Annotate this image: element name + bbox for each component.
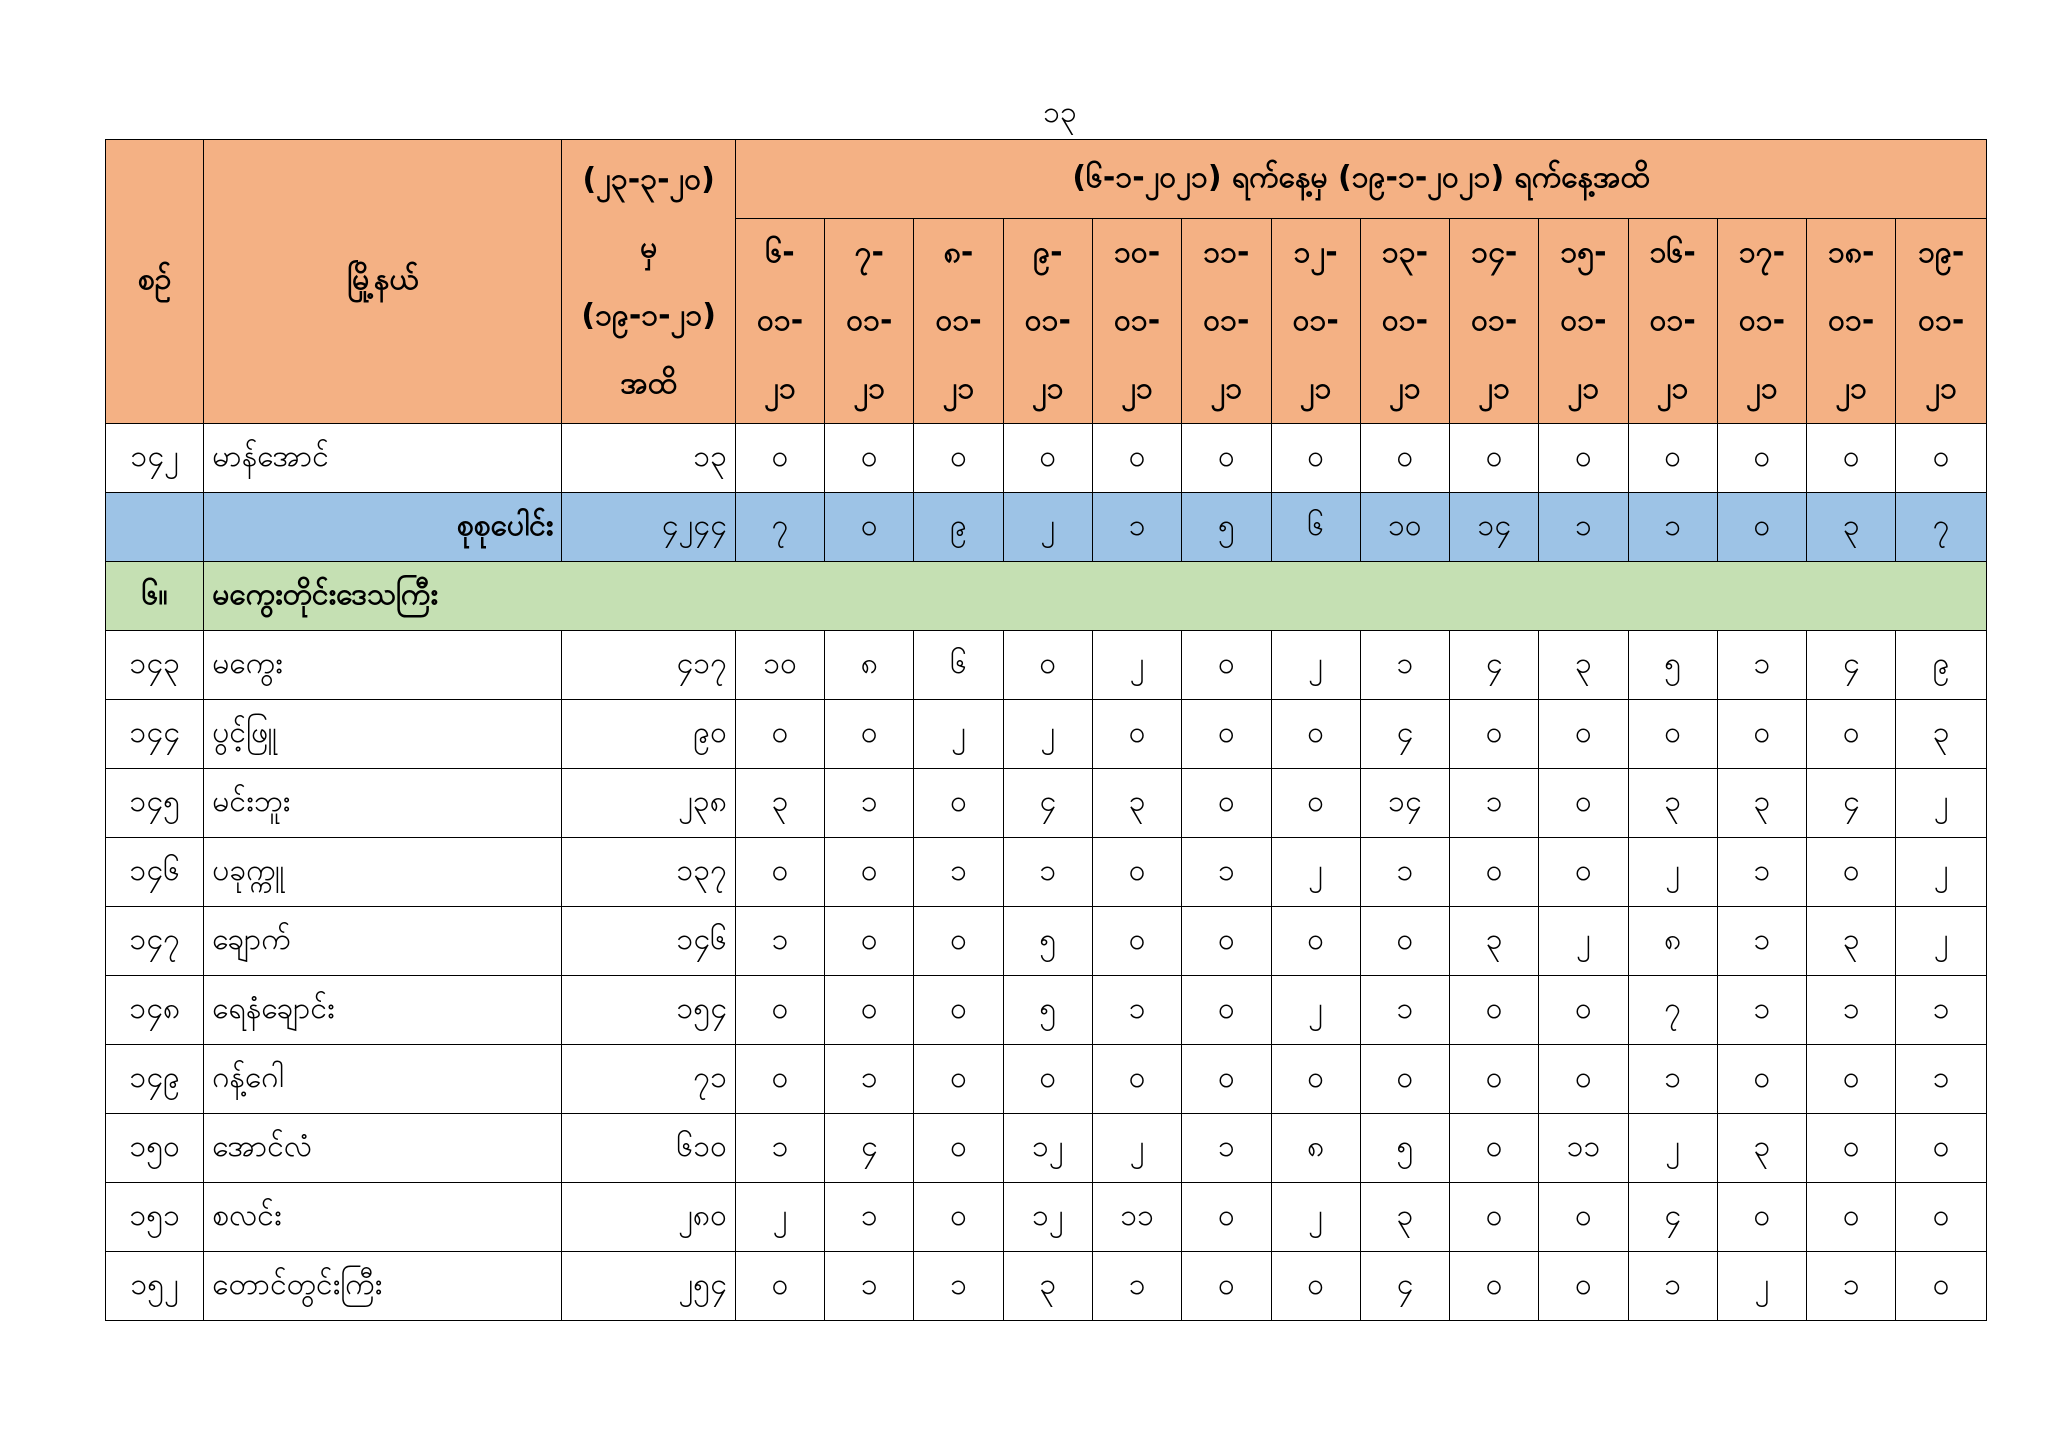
row-daily-count: ၅	[1003, 907, 1092, 976]
row-cumulative-total: ၂၈၀	[562, 1183, 736, 1252]
header-serial: စဉ်	[106, 140, 204, 424]
row-cumulative-total: ၁၃	[562, 424, 736, 493]
row-daily-count: ၂	[1896, 907, 1987, 976]
row-daily-count: ၀	[1539, 1183, 1628, 1252]
header-date-line: ၀၁-	[1203, 303, 1250, 338]
header-cumulative-line: အထိ	[620, 365, 677, 401]
row-cumulative-total: ၄၁၇	[562, 631, 736, 700]
row-daily-count: ၄	[1628, 1183, 1717, 1252]
row-daily-count: ၁	[1450, 769, 1539, 838]
header-date-line: ၂၁	[1032, 371, 1064, 406]
row-serial: ၁၄၄	[106, 700, 204, 769]
row-daily-count: ၃	[735, 769, 824, 838]
header-date-line: ၀၁-	[1114, 303, 1161, 338]
case-table	[105, 139, 1987, 1321]
table-row	[106, 769, 1987, 838]
row-serial: ၁၄၇	[106, 907, 204, 976]
row-daily-count: ၀	[1003, 1045, 1092, 1114]
header-date-line: ၁၂-	[1293, 235, 1338, 270]
row-daily-count: ၁	[825, 1183, 914, 1252]
row-cumulative-total: ၂၅၄	[562, 1252, 736, 1321]
header-date-line: ၁၆-	[1649, 235, 1696, 270]
header-date-line: ၀၁-	[756, 303, 804, 338]
header-date-line: ၉-	[1033, 235, 1063, 270]
table-row	[106, 424, 1987, 493]
header-date	[735, 219, 824, 424]
row-daily-count: ၂	[1271, 1183, 1360, 1252]
row-daily-count: ၄	[825, 1114, 914, 1183]
row-daily-count: ၄	[1003, 769, 1092, 838]
row-daily-count: ၁	[1896, 1045, 1987, 1114]
table-row	[106, 976, 1987, 1045]
subtotal-cumulative: ၄၂၄၄	[562, 493, 736, 562]
row-daily-count: ၃	[1628, 769, 1717, 838]
row-daily-count: ၆	[914, 631, 1003, 700]
row-daily-count: ၀	[1539, 838, 1628, 907]
row-daily-count: ၀	[1450, 700, 1539, 769]
row-daily-count: ၀	[914, 907, 1003, 976]
header-cumulative-line: (၁၉-၁-၂၁)	[581, 297, 716, 333]
table-row	[106, 700, 1987, 769]
row-township: မင်းဘူး	[204, 769, 562, 838]
row-daily-count: ၀	[1271, 1045, 1360, 1114]
subtotal-daily-count: ၇	[735, 493, 824, 562]
row-daily-count: ၁	[1717, 838, 1806, 907]
row-township: အောင်လံ	[204, 1114, 562, 1183]
row-daily-count: ၁	[1807, 976, 1896, 1045]
header-date-line: ၀၁-	[1024, 303, 1071, 338]
row-daily-count: ၂	[1271, 838, 1360, 907]
row-daily-count: ၁၂	[1003, 1183, 1092, 1252]
row-daily-count: ၀	[914, 976, 1003, 1045]
row-daily-count: ၂	[1628, 838, 1717, 907]
row-serial: ၁၄၆	[106, 838, 204, 907]
row-daily-count: ၄	[1450, 631, 1539, 700]
subtotal-daily-count: ၁၄	[1450, 493, 1539, 562]
row-township: မာန်အောင်	[204, 424, 562, 493]
row-cumulative-total: ၁၅၄	[562, 976, 736, 1045]
row-daily-count: ၈	[1628, 907, 1717, 976]
row-daily-count: ၃	[1360, 1183, 1449, 1252]
row-daily-count: ၂	[1093, 631, 1182, 700]
row-daily-count: ၃	[1003, 1252, 1092, 1321]
row-daily-count: ၁	[1003, 838, 1092, 907]
header-date	[1807, 219, 1896, 424]
row-township: ပွင့်ဖြူ	[204, 700, 562, 769]
row-daily-count: ၀	[1271, 769, 1360, 838]
row-daily-count: ၀	[1093, 838, 1182, 907]
header-date-line: ၀၁-	[1738, 303, 1786, 338]
row-daily-count: ၁	[1182, 1114, 1271, 1183]
header-date	[1539, 219, 1628, 424]
row-daily-count: ၀	[1807, 1114, 1896, 1183]
header-date-line: ၀၁-	[935, 303, 982, 338]
row-serial: ၁၅၁	[106, 1183, 204, 1252]
row-daily-count: ၄	[1807, 769, 1896, 838]
row-daily-count: ၀	[1450, 424, 1539, 493]
row-daily-count: ၁၁	[1093, 1183, 1182, 1252]
header-date-line: ၂၁	[1567, 371, 1600, 406]
row-daily-count: ၂	[1271, 976, 1360, 1045]
row-cumulative-total: ၉၀	[562, 700, 736, 769]
row-daily-count: ၀	[1807, 700, 1896, 769]
table-row	[106, 1114, 1987, 1183]
region-row	[106, 562, 1987, 631]
header-date-line: ၂၁	[1210, 371, 1243, 406]
row-daily-count: ၀	[735, 1252, 824, 1321]
row-daily-count: ၀	[1896, 1252, 1987, 1321]
row-daily-count: ၀	[1450, 976, 1539, 1045]
header-date-line: ၂၁	[764, 371, 796, 406]
row-daily-count: ၃	[1717, 1114, 1806, 1183]
header-date-line: ၆-	[765, 235, 795, 270]
row-daily-count: ၂	[1896, 769, 1987, 838]
row-serial: ၁၅၀	[106, 1114, 204, 1183]
row-daily-count: ၀	[1093, 907, 1182, 976]
row-daily-count: ၅	[1360, 1114, 1449, 1183]
row-daily-count: ၃	[1539, 631, 1628, 700]
row-daily-count: ၁	[1717, 631, 1806, 700]
subtotal-daily-count: ၅	[1182, 493, 1271, 562]
row-daily-count: ၂	[1717, 1252, 1806, 1321]
row-daily-count: ၅	[1003, 976, 1092, 1045]
row-daily-count: ၁	[825, 1252, 914, 1321]
row-daily-count: ၀	[1539, 1252, 1628, 1321]
row-daily-count: ၂	[1628, 1114, 1717, 1183]
header-date-line: ၂၁	[942, 371, 975, 406]
row-daily-count: ၄	[1360, 1252, 1449, 1321]
row-daily-count: ၈	[825, 631, 914, 700]
row-daily-count: ၂	[1896, 838, 1987, 907]
row-township: ပခုက္ကူ	[204, 838, 562, 907]
row-daily-count: ၀	[825, 838, 914, 907]
row-daily-count: ၁	[914, 1252, 1003, 1321]
header-date-line: ၀၁-	[1649, 303, 1696, 338]
row-daily-count: ၀	[1450, 838, 1539, 907]
row-daily-count: ၀	[1093, 1045, 1182, 1114]
row-daily-count: ၀	[825, 976, 914, 1045]
row-daily-count: ၀	[914, 769, 1003, 838]
row-daily-count: ၁၁	[1539, 1114, 1628, 1183]
row-daily-count: ၁၀	[735, 631, 824, 700]
header-township: မြို့နယ်	[204, 140, 562, 424]
row-daily-count: ၀	[1271, 907, 1360, 976]
row-daily-count: ၃	[1807, 907, 1896, 976]
subtotal-daily-count: ၀	[1717, 493, 1806, 562]
header-date-line: ၂၁	[1746, 371, 1778, 406]
row-daily-count: ၁	[1896, 976, 1987, 1045]
row-daily-count: ၀	[1003, 631, 1092, 700]
row-daily-count: ၃	[1093, 769, 1182, 838]
subtotal-serial-blank	[106, 493, 204, 562]
row-serial: ၁၄၃	[106, 631, 204, 700]
page-number: ၁၃	[1043, 95, 1077, 130]
header-date-line: ၂၁	[1835, 371, 1868, 406]
row-daily-count: ၀	[1717, 424, 1806, 493]
row-serial: ၁၅၂	[106, 1252, 204, 1321]
row-daily-count: ၀	[825, 700, 914, 769]
header-date-line: ၂၁	[853, 371, 886, 406]
header-date	[1896, 219, 1987, 424]
row-daily-count: ၀	[1717, 1183, 1806, 1252]
header-date-line: ၀၁-	[1292, 303, 1339, 338]
table-row	[106, 631, 1987, 700]
row-daily-count: ၃	[1450, 907, 1539, 976]
row-daily-count: ၃	[1896, 700, 1987, 769]
header-date	[914, 219, 1003, 424]
header-date-line: ၀၁-	[1828, 303, 1875, 338]
header-date-line: ၁၉-	[1918, 235, 1965, 270]
header-date-line: ၁၀-	[1114, 235, 1161, 270]
row-daily-count: ၁	[1360, 631, 1449, 700]
row-daily-count: ၀	[1182, 976, 1271, 1045]
row-daily-count: ၂	[735, 1183, 824, 1252]
row-cumulative-total: ၆၁၀	[562, 1114, 736, 1183]
row-daily-count: ၀	[1628, 424, 1717, 493]
row-daily-count: ၀	[1807, 1183, 1896, 1252]
header-date	[825, 219, 914, 424]
row-daily-count: ၁	[1093, 976, 1182, 1045]
header-date-line: ၁၁-	[1203, 235, 1250, 270]
header-date-line: ၁၄-	[1471, 235, 1518, 270]
row-daily-count: ၀	[1182, 424, 1271, 493]
subtotal-daily-count: ၁	[1093, 493, 1182, 562]
row-daily-count: ၀	[914, 424, 1003, 493]
row-daily-count: ၀	[1182, 700, 1271, 769]
subtotal-daily-count: ၀	[825, 493, 914, 562]
row-daily-count: ၁	[1360, 838, 1449, 907]
row-daily-count: ၀	[735, 1045, 824, 1114]
row-daily-count: ၀	[735, 700, 824, 769]
row-serial: ၁၄၉	[106, 1045, 204, 1114]
row-daily-count: ၀	[1182, 1252, 1271, 1321]
table-row	[106, 838, 1987, 907]
header-date	[1093, 219, 1182, 424]
row-daily-count: ၉	[1896, 631, 1987, 700]
subtotal-daily-count: ၃	[1807, 493, 1896, 562]
header-date	[1628, 219, 1717, 424]
subtotal-daily-count: ၆	[1271, 493, 1360, 562]
row-daily-count: ၀	[1807, 424, 1896, 493]
row-daily-count: ၁	[1717, 976, 1806, 1045]
row-daily-count: ၇	[1628, 976, 1717, 1045]
header-cumulative	[562, 140, 736, 424]
header-date	[1271, 219, 1360, 424]
header-date	[1450, 219, 1539, 424]
header-date-line: ၂၁	[1299, 371, 1332, 406]
row-daily-count: ၂	[1271, 631, 1360, 700]
row-daily-count: ၀	[1450, 1114, 1539, 1183]
row-daily-count: ၂	[1093, 1114, 1182, 1183]
header-date-line: ၀၁-	[1381, 303, 1429, 338]
header-cumulative-line: (၂၃-၃-၂၀)	[582, 161, 715, 197]
row-daily-count: ၀	[1093, 700, 1182, 769]
header-date-line: ၀၁-	[1918, 303, 1965, 338]
row-daily-count: ၀	[1182, 631, 1271, 700]
row-daily-count: ၄	[1360, 700, 1449, 769]
row-daily-count: ၁	[735, 907, 824, 976]
row-daily-count: ၈	[1271, 1114, 1360, 1183]
row-daily-count: ၀	[1450, 1252, 1539, 1321]
row-township: မကွေး	[204, 631, 562, 700]
row-daily-count: ၀	[1717, 1045, 1806, 1114]
row-daily-count: ၀	[1896, 424, 1987, 493]
row-daily-count: ၁	[1628, 1045, 1717, 1114]
header-date-line: ၂၁	[1925, 371, 1957, 406]
row-cumulative-total: ၂၃၈	[562, 769, 736, 838]
row-daily-count: ၀	[1093, 424, 1182, 493]
region-number: ၆။	[106, 562, 204, 631]
row-daily-count: ၀	[735, 976, 824, 1045]
row-daily-count: ၂	[914, 700, 1003, 769]
row-daily-count: ၀	[1896, 1114, 1987, 1183]
row-daily-count: ၄	[1807, 631, 1896, 700]
row-daily-count: ၀	[1003, 424, 1092, 493]
header-date	[1003, 219, 1092, 424]
row-serial: ၁၄၂	[106, 424, 204, 493]
row-township: ချောက်	[204, 907, 562, 976]
row-daily-count: ၀	[1360, 424, 1449, 493]
row-daily-count: ၀	[1807, 838, 1896, 907]
subtotal-daily-count: ၂	[1003, 493, 1092, 562]
row-daily-count: ၀	[1628, 700, 1717, 769]
header-date-line: ၀၁-	[1560, 303, 1607, 338]
header-date-line: ၂၁	[1121, 371, 1153, 406]
header-date	[1182, 219, 1271, 424]
header-date-line: ၂၁	[1656, 371, 1689, 406]
subtotal-daily-count: ၁၀	[1360, 493, 1449, 562]
row-township: တောင်တွင်းကြီး	[204, 1252, 562, 1321]
row-daily-count: ၁	[1360, 976, 1449, 1045]
table-row	[106, 1252, 1987, 1321]
row-daily-count: ၀	[735, 838, 824, 907]
row-daily-count: ၁	[825, 1045, 914, 1114]
row-daily-count: ၅	[1628, 631, 1717, 700]
subtotal-daily-count: ၇	[1896, 493, 1987, 562]
row-daily-count: ၀	[1271, 700, 1360, 769]
row-daily-count: ၀	[1717, 700, 1806, 769]
row-daily-count: ၁	[735, 1114, 824, 1183]
header-date-line: ၂၁	[1389, 371, 1421, 406]
header-date-line: ၁၃-	[1381, 235, 1429, 270]
row-cumulative-total: ၇၁	[562, 1045, 736, 1114]
row-daily-count: ၀	[914, 1045, 1003, 1114]
row-township: စလင်း	[204, 1183, 562, 1252]
row-daily-count: ၀	[825, 424, 914, 493]
row-daily-count: ၀	[1539, 700, 1628, 769]
table-row	[106, 1045, 1987, 1114]
row-daily-count: ၀	[1807, 1045, 1896, 1114]
row-daily-count: ၀	[1450, 1045, 1539, 1114]
row-daily-count: ၀	[1360, 907, 1449, 976]
header-row-top	[106, 140, 1987, 219]
row-daily-count: ၁၂	[1003, 1114, 1092, 1183]
row-daily-count: ၀	[1182, 1183, 1271, 1252]
row-daily-count: ၂	[1539, 907, 1628, 976]
row-daily-count: ၀	[825, 907, 914, 976]
header-date-line: ၈-	[943, 235, 974, 270]
subtotal-daily-count: ၁	[1628, 493, 1717, 562]
row-township: ဂန့်ဂေါ	[204, 1045, 562, 1114]
row-daily-count: ၁	[1717, 907, 1806, 976]
header-date-line: ၁၈-	[1828, 235, 1875, 270]
header-date	[1360, 219, 1449, 424]
header-date-line: ၀၁-	[846, 303, 893, 338]
row-daily-count: ၀	[1182, 907, 1271, 976]
row-daily-count: ၀	[914, 1114, 1003, 1183]
row-daily-count: ၀	[914, 1183, 1003, 1252]
header-date-line: ၂၁	[1478, 371, 1510, 406]
subtotal-daily-count: ၉	[914, 493, 1003, 562]
row-daily-count: ၀	[1271, 1252, 1360, 1321]
table-row	[106, 1183, 1987, 1252]
subtotal-daily-count: ၁	[1539, 493, 1628, 562]
row-daily-count: ၁	[825, 769, 914, 838]
row-daily-count: ၀	[1539, 1045, 1628, 1114]
header-date-range: (၆-၁-၂၀၂၁) ရက်နေ့မှ (၁၉-၁-၂၀၂၁) ရက်နေ့အထိ	[735, 140, 1986, 219]
row-daily-count: ၁	[1807, 1252, 1896, 1321]
row-cumulative-total: ၁၄၆	[562, 907, 736, 976]
header-date-line: ၁၅-	[1560, 235, 1607, 270]
row-daily-count: ၀	[1360, 1045, 1449, 1114]
row-daily-count: ၀	[1539, 424, 1628, 493]
row-daily-count: ၀	[1271, 424, 1360, 493]
row-daily-count: ၃	[1717, 769, 1806, 838]
row-serial: ၁၄၈	[106, 976, 204, 1045]
row-daily-count: ၁၄	[1360, 769, 1449, 838]
row-daily-count: ၀	[1182, 769, 1271, 838]
row-township: ရေနံချောင်း	[204, 976, 562, 1045]
region-name: မကွေးတိုင်းဒေသကြီး	[204, 562, 1987, 631]
row-daily-count: ၁	[1628, 1252, 1717, 1321]
row-daily-count: ၀	[1182, 1045, 1271, 1114]
header-date-line: ၇-	[854, 235, 884, 270]
row-daily-count: ၀	[1539, 769, 1628, 838]
row-daily-count: ၁	[914, 838, 1003, 907]
row-serial: ၁၄၅	[106, 769, 204, 838]
row-daily-count: ၀	[1896, 1183, 1987, 1252]
subtotal-label: စုစုပေါင်း	[204, 493, 562, 562]
row-daily-count: ၂	[1003, 700, 1092, 769]
table-row	[106, 907, 1987, 976]
row-daily-count: ၁	[1182, 838, 1271, 907]
header-date	[1717, 219, 1806, 424]
row-daily-count: ၁	[1093, 1252, 1182, 1321]
row-daily-count: ၀	[1539, 976, 1628, 1045]
header-date-line: ၀၁-	[1471, 303, 1518, 338]
row-cumulative-total: ၁၃၇	[562, 838, 736, 907]
row-daily-count: ၀	[735, 424, 824, 493]
header-cumulative-line: မှ	[640, 229, 658, 265]
subtotal-row	[106, 493, 1987, 562]
header-date-line: ၁၇-	[1738, 235, 1786, 270]
row-daily-count: ၀	[1450, 1183, 1539, 1252]
